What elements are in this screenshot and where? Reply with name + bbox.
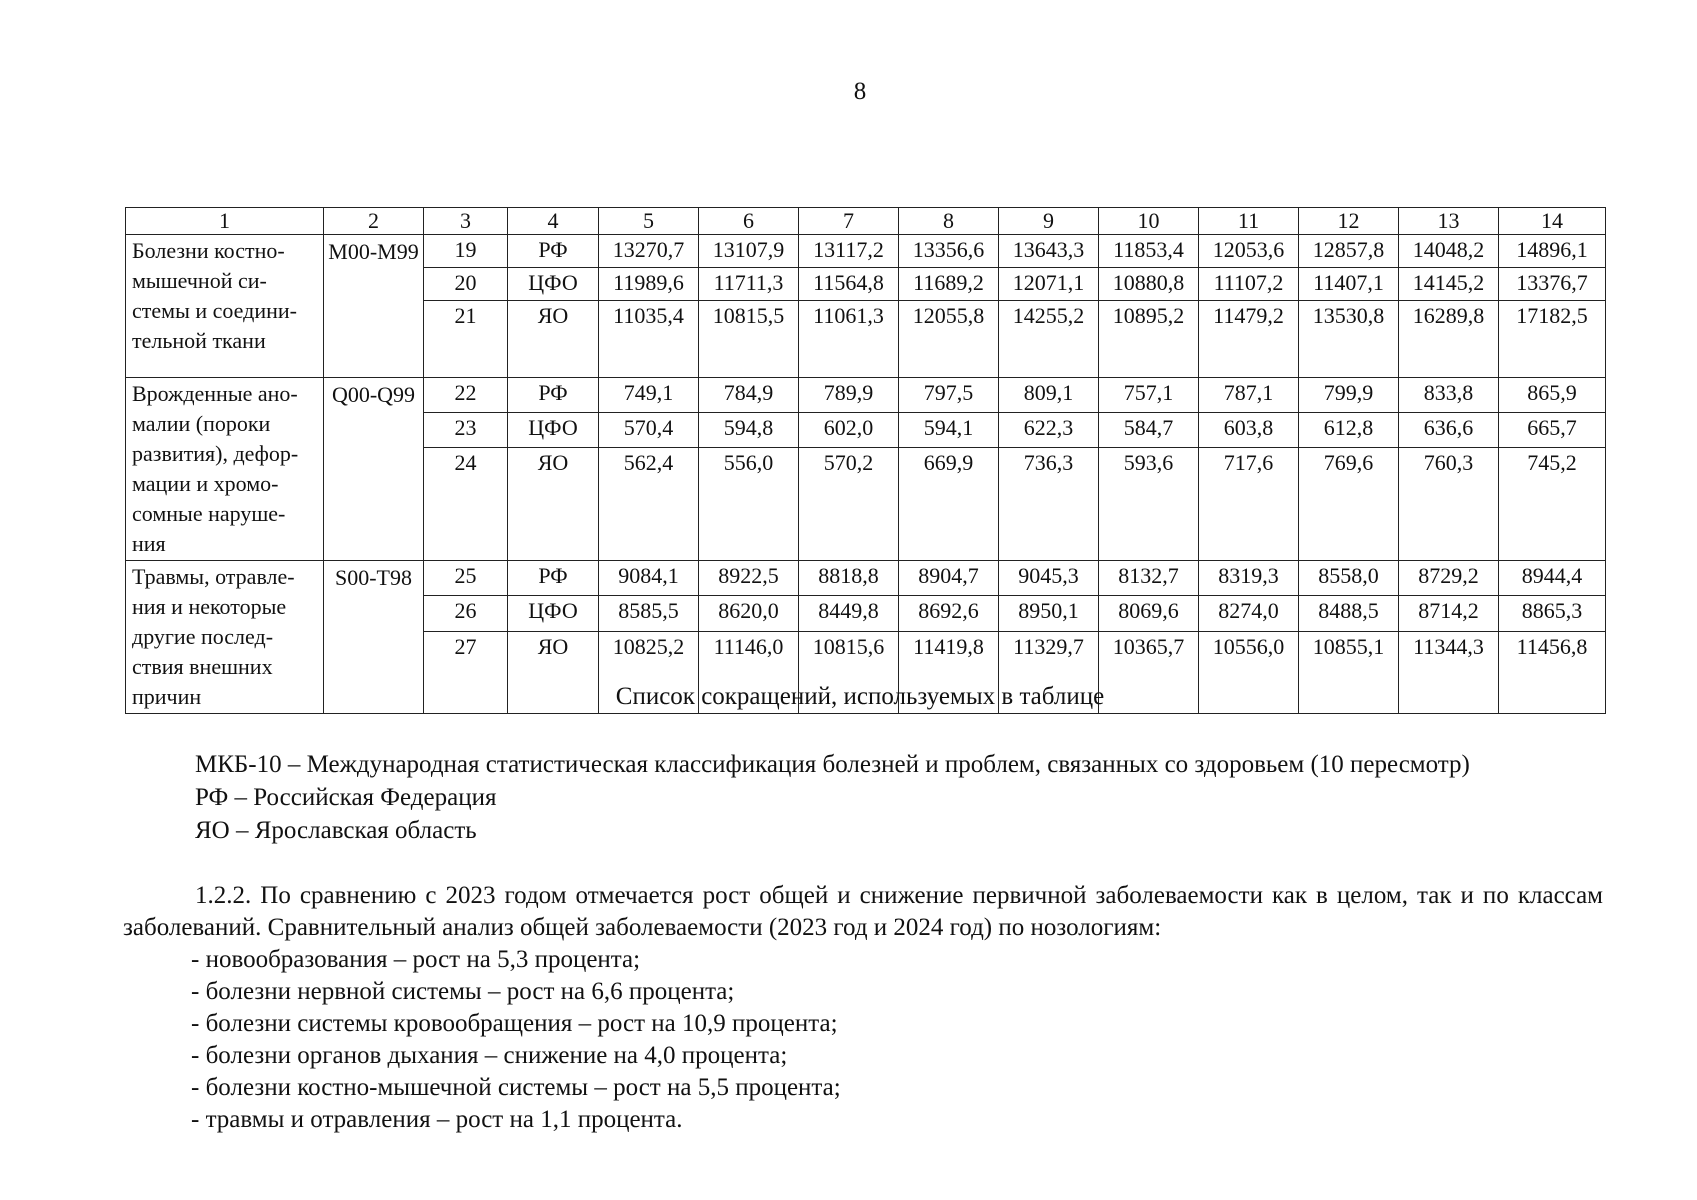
table-row [126, 378, 1606, 413]
value-cell: 612,8 [1299, 412, 1399, 447]
value-cell: 11107,2 [1199, 268, 1299, 301]
value-cell: 8729,2 [1399, 561, 1499, 596]
region-cell: ЦФО [508, 412, 599, 447]
value-cell: 10815,6 [799, 631, 899, 713]
value-cell: 9045,3 [999, 561, 1099, 596]
header-cell: 8 [899, 208, 999, 235]
disease-class-name: Травмы, отравле-ния и некоторые другие послед-ствия внешних причин [126, 561, 324, 714]
value-cell: 594,8 [699, 412, 799, 447]
row-number: 27 [424, 631, 508, 713]
value-cell: 8944,4 [1499, 561, 1606, 596]
value-cell: 13376,7 [1499, 268, 1606, 301]
value-cell: 13107,9 [699, 235, 799, 268]
disease-class-name: Болезни костно-мышечной си-стемы и соедини-тельной ткани [126, 235, 324, 378]
value-cell: 11479,2 [1199, 301, 1299, 378]
value-cell: 8488,5 [1299, 596, 1399, 631]
abbreviation-item: РФ – Российская Федерация [195, 784, 497, 811]
header-cell: 12 [1299, 208, 1399, 235]
value-cell: 809,1 [999, 378, 1099, 413]
value-cell: 636,6 [1399, 412, 1499, 447]
row-number: 23 [424, 412, 508, 447]
value-cell: 622,3 [999, 412, 1099, 447]
region-cell: ЦФО [508, 268, 599, 301]
list-item: - болезни системы кровообращения – рост на 10,9 процента; [191, 1010, 838, 1037]
value-cell: 8904,7 [899, 561, 999, 596]
value-cell: 12857,8 [1299, 235, 1399, 268]
value-cell: 8449,8 [799, 596, 899, 631]
value-cell: 8950,1 [999, 596, 1099, 631]
icd-code: M00-M99 [324, 235, 424, 378]
row-number: 19 [424, 235, 508, 268]
statistics-table [125, 207, 1606, 714]
value-cell: 13530,8 [1299, 301, 1399, 378]
region-cell: РФ [508, 235, 599, 268]
analysis-paragraph: 1.2.2. По сравнению с 2023 годом отмечается рост общей и снижение первичной заболеваемости как в целом, так и по классам заболеваний. Сравнительный анализ общей заболеваемости (2023 год и 2024 год) по нозологиям: [123, 882, 1603, 941]
row-number: 25 [424, 561, 508, 596]
header-cell: 14 [1499, 208, 1606, 235]
value-cell: 8620,0 [699, 596, 799, 631]
value-cell: 10895,2 [1099, 301, 1199, 378]
value-cell: 11146,0 [699, 631, 799, 713]
value-cell: 11989,6 [599, 268, 699, 301]
value-cell: 769,6 [1299, 447, 1399, 560]
value-cell: 717,6 [1199, 447, 1299, 560]
value-cell: 11035,4 [599, 301, 699, 378]
region-cell: РФ [508, 378, 599, 413]
value-cell: 8714,2 [1399, 596, 1499, 631]
value-cell: 8818,8 [799, 561, 899, 596]
value-cell: 10825,2 [599, 631, 699, 713]
header-cell: 9 [999, 208, 1099, 235]
value-cell: 865,9 [1499, 378, 1606, 413]
value-cell: 13117,2 [799, 235, 899, 268]
value-cell: 13356,6 [899, 235, 999, 268]
value-cell: 603,8 [1199, 412, 1299, 447]
region-cell: ЯО [508, 301, 599, 378]
value-cell: 11456,8 [1499, 631, 1606, 713]
list-item: - новообразования – рост на 5,3 процента; [191, 946, 641, 973]
value-cell: 14255,2 [999, 301, 1099, 378]
value-cell: 749,1 [599, 378, 699, 413]
value-cell: 9084,1 [599, 561, 699, 596]
value-cell: 10365,7 [1099, 631, 1199, 713]
value-cell: 17182,5 [1499, 301, 1606, 378]
abbreviation-item: МКБ-10 – Международная статистическая классификация болезней и проблем, связанных со здоровьем (10 пересмотр) [195, 751, 1470, 778]
value-cell: 8274,0 [1199, 596, 1299, 631]
value-cell: 11419,8 [899, 631, 999, 713]
list-item: - болезни органов дыхания – снижение на 4,0 процента; [191, 1042, 788, 1069]
value-cell: 14145,2 [1399, 268, 1499, 301]
value-cell: 594,1 [899, 412, 999, 447]
header-cell: 5 [599, 208, 699, 235]
list-item: - травмы и отравления – рост на 1,1 процента. [191, 1106, 683, 1133]
value-cell: 11407,1 [1299, 268, 1399, 301]
table-row [126, 235, 1606, 268]
icd-code: S00-T98 [324, 561, 424, 714]
value-cell: 8585,5 [599, 596, 699, 631]
value-cell: 833,8 [1399, 378, 1499, 413]
value-cell: 12071,1 [999, 268, 1099, 301]
region-cell: РФ [508, 561, 599, 596]
value-cell: 10855,1 [1299, 631, 1399, 713]
list-item: - болезни нервной системы – рост на 6,6 процента; [191, 978, 735, 1005]
value-cell: 736,3 [999, 447, 1099, 560]
value-cell: 8865,3 [1499, 596, 1606, 631]
header-cell: 4 [508, 208, 599, 235]
value-cell: 8132,7 [1099, 561, 1199, 596]
icd-code: Q00-Q99 [324, 378, 424, 561]
value-cell: 570,4 [599, 412, 699, 447]
value-cell: 16289,8 [1399, 301, 1499, 378]
value-cell: 14896,1 [1499, 235, 1606, 268]
header-cell: 7 [799, 208, 899, 235]
value-cell: 757,1 [1099, 378, 1199, 413]
header-cell: 2 [324, 208, 424, 235]
nosology-list [123, 944, 1603, 1136]
header-cell: 13 [1399, 208, 1499, 235]
value-cell: 562,4 [599, 447, 699, 560]
value-cell: 11564,8 [799, 268, 899, 301]
list-item: - болезни костно-мышечной системы – рост на 5,5 процента; [191, 1074, 841, 1101]
value-cell: 10815,5 [699, 301, 799, 378]
abbreviations-title: Список сокращений, используемых в таблице [615, 683, 1105, 710]
page-number: 8 [853, 78, 867, 105]
abbreviations-list [195, 748, 1470, 847]
disease-class-name: Врожденные ано-малии (пороки развития), дефор-мации и хромо-сомные наруше-ния [126, 378, 324, 561]
analysis-section [123, 880, 1603, 1136]
value-cell: 12055,8 [899, 301, 999, 378]
value-cell: 13270,7 [599, 235, 699, 268]
value-cell: 8922,5 [699, 561, 799, 596]
header-cell: 3 [424, 208, 508, 235]
value-cell: 14048,2 [1399, 235, 1499, 268]
value-cell: 11689,2 [899, 268, 999, 301]
value-cell: 784,9 [699, 378, 799, 413]
value-cell: 665,7 [1499, 412, 1606, 447]
value-cell: 8319,3 [1199, 561, 1299, 596]
row-number: 26 [424, 596, 508, 631]
header-cell: 6 [699, 208, 799, 235]
value-cell: 602,0 [799, 412, 899, 447]
value-cell: 669,9 [899, 447, 999, 560]
value-cell: 8069,6 [1099, 596, 1199, 631]
value-cell: 10880,8 [1099, 268, 1199, 301]
value-cell: 11329,7 [999, 631, 1099, 713]
value-cell: 745,2 [1499, 447, 1606, 560]
header-cell: 11 [1199, 208, 1299, 235]
header-cell: 1 [126, 208, 324, 235]
value-cell: 584,7 [1099, 412, 1199, 447]
region-cell: ЯО [508, 447, 599, 560]
value-cell: 799,9 [1299, 378, 1399, 413]
header-cell: 10 [1099, 208, 1199, 235]
value-cell: 10556,0 [1199, 631, 1299, 713]
value-cell: 11344,3 [1399, 631, 1499, 713]
value-cell: 797,5 [899, 378, 999, 413]
value-cell: 787,1 [1199, 378, 1299, 413]
region-cell: ЯО [508, 631, 599, 713]
value-cell: 8558,0 [1299, 561, 1399, 596]
row-number: 22 [424, 378, 508, 413]
row-number: 24 [424, 447, 508, 560]
value-cell: 11711,3 [699, 268, 799, 301]
value-cell: 556,0 [699, 447, 799, 560]
value-cell: 11061,3 [799, 301, 899, 378]
value-cell: 13643,3 [999, 235, 1099, 268]
value-cell: 593,6 [1099, 447, 1199, 560]
value-cell: 760,3 [1399, 447, 1499, 560]
value-cell: 570,2 [799, 447, 899, 560]
value-cell: 8692,6 [899, 596, 999, 631]
value-cell: 12053,6 [1199, 235, 1299, 268]
region-cell: ЦФО [508, 596, 599, 631]
value-cell: 789,9 [799, 378, 899, 413]
abbreviation-item: ЯО – Ярославская область [195, 817, 477, 844]
value-cell: 11853,4 [1099, 235, 1199, 268]
row-number: 21 [424, 301, 508, 378]
table-header-row [126, 208, 1606, 235]
row-number: 20 [424, 268, 508, 301]
table-row [126, 561, 1606, 596]
